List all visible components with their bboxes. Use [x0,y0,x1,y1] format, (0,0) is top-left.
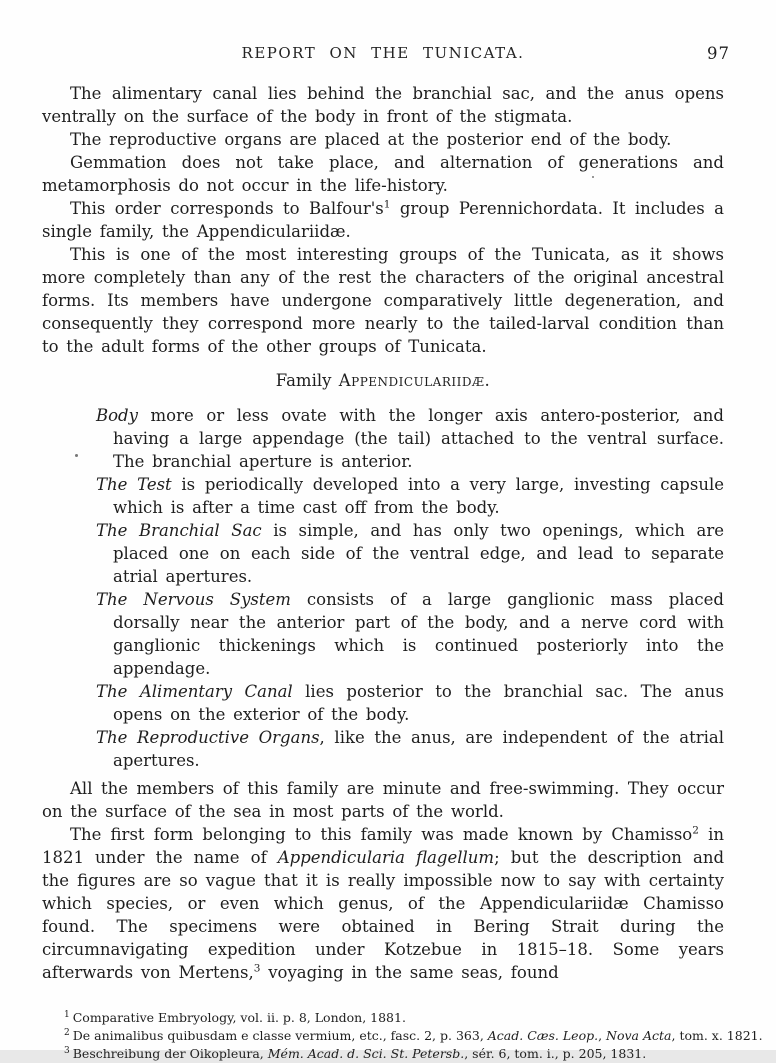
family-heading: Family Appendiculariidæ. [275,371,491,390]
running-head [42,42,730,68]
footnote-marker: 2 [64,1027,70,1038]
footnote-3 [42,1045,724,1063]
family-item-alimentary-canal: The Alimentary Canal lies posterior to the branchial sac. The anus opens on the exterior of the body. [96,682,724,724]
footnote-text: Comparative Embryology, vol. ii. p. 8, London, 1881. [72,1010,406,1025]
paragraph-chamisso-history: The first form belonging to this family was made known by Chamisso$^2$ in 1821 under the name of Appendicularia flagellum; but the description and the figures are so vague that it is really impossible now to say with certainty which species, or even which genus, of the Appendiculariidæ Chamisso found. The specimens were obtained in Bering Strait during the circumnavigating expedition under Kotzebue in 1815–18. Some years afterwards von Mertens,$^3$ voyaging in the same seas, found [42,824,725,982]
paragraph-balfour-order: This order corresponds to $Balfour's^1$ group Perennichordata. It includes a single family, the Appendiculariidæ. [42,198,724,241]
footnote-marker: 1 [64,1009,70,1020]
closing-section [42,777,724,984]
paragraph-reproductive-organs: The reproductive organs are placed at the posterior end of the body. [70,130,672,149]
paragraph-alimentary-canal: The alimentary canal lies behind the branchial sac, and the anus opens ventrally on the surface of the body in front of the stigmata. [42,84,724,126]
family-item-nervous-system: The Nervous System consists of a large ganglionic mass placed dorsally near the anterior part of the body, and a nerve cord with ganglionic thickenings which is continued posteriorly into the appendage. [96,590,724,678]
family-item-reproductive-organs: The Reproductive Organs, like the anus, are independent of the atrial apertures. [96,728,724,770]
family-diagnosis-list [42,404,724,772]
footnote-2 [42,1027,763,1045]
paragraph-interesting-groups: This is one of the most interesting groups of the Tunicata, as it shows more completely than any of the rest the characters of the original ancestral forms. Its members have undergone comparatively little degeneration, and consequently they correspond more nearly to the tailed-larval condition than to the adult forms of the other groups of Tunicata. [42,245,724,356]
paragraph-free-swimming: All the members of this family are minute and free-swimming. They occur on the surface of the sea in most parts of the world. [42,779,724,821]
footnote-1 [42,1009,724,1027]
paragraph-gemmation: Gemmation does not take place, and alternation of generations and metamorphosis do not occur in the life-history. [42,153,724,195]
page-number: 97 [707,44,730,63]
footnote-text: De animalibus quibusdam e classe vermium, etc., fasc. 2, p. 363, Acad. Cæs. Leop., Nova Acta, tom. x. 1821. [72,1028,763,1043]
footnotes [42,1009,763,1063]
page-content [42,42,763,1063]
family-item-body: Body more or less ovate with the longer axis antero-posterior, and having a large appendage (the tail) attached to the ventral surface. The branchial aperture is anterior. [96,406,724,471]
family-item-test: The Test is periodically developed into a very large, investing capsule which is after a time cast off from the body. [96,475,724,517]
family-item-branchial-sac: The Branchial Sac is simple, and has only two openings, which are placed one on each side of the ventral edge, and lead to separate atrial apertures. [96,521,724,586]
footnote-text: Beschreibung der Oikopleura, Mém. Acad. d. Sci. St. Petersb., sér. 6, tom. i., p. 205, 1831. [72,1046,647,1061]
page-title: REPORT ON THE TUNICATA. [241,44,525,62]
footnote-marker: 3 [64,1045,70,1056]
